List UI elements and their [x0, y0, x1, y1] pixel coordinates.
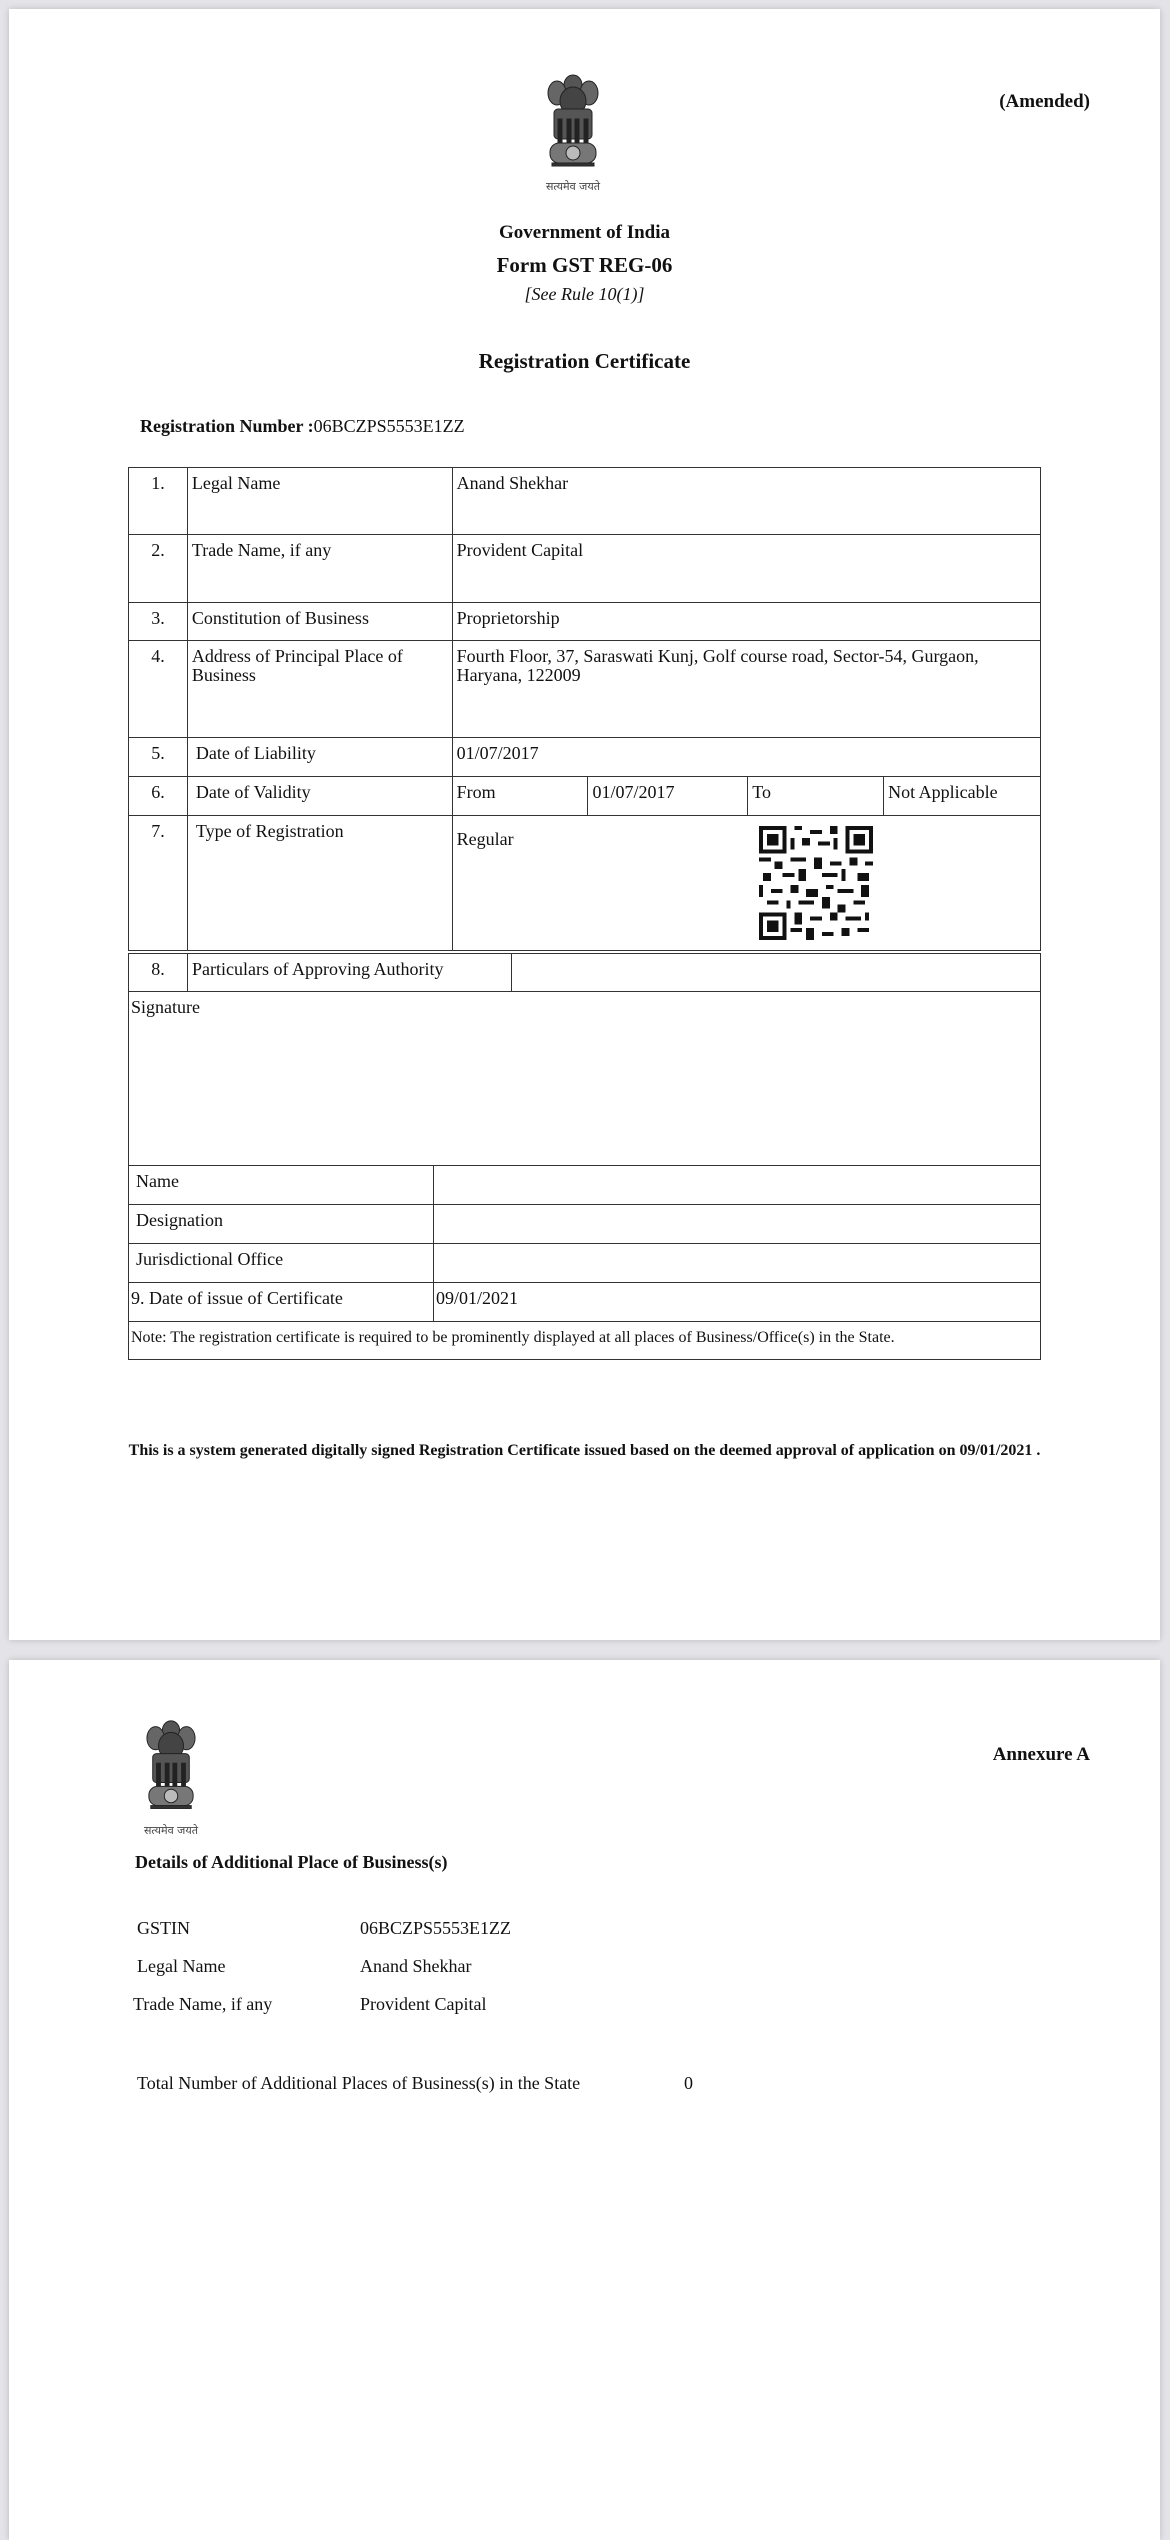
certificate-title: Registration Certificate	[478, 349, 691, 373]
emblem-motto: सत्यमेव जयते	[143, 1824, 198, 1837]
table-row	[129, 1322, 1041, 1360]
row-number: 2.	[129, 535, 188, 603]
registration-number-label: Registration Number :	[140, 416, 314, 436]
trade-name-value: Provident Capital	[360, 1994, 487, 2014]
signature-table	[128, 991, 1041, 1360]
row-number: 6.	[129, 777, 188, 816]
table-row	[129, 641, 1041, 738]
row-number: 4.	[129, 641, 188, 738]
table-row	[129, 603, 1041, 641]
total-places-label: Total Number of Additional Places of Business(s) in the State	[137, 2073, 581, 2093]
row-number: 5.	[129, 738, 188, 777]
date-of-liability-value: 01/07/2017	[452, 738, 1040, 777]
trade-name-label: Trade Name, if any	[133, 1994, 273, 2014]
authority-name-value	[434, 1166, 1041, 1205]
table-row	[129, 1205, 1041, 1244]
legal-name-value: Anand Shekhar	[452, 468, 1040, 535]
row-number: 7.	[129, 816, 188, 951]
table-row	[129, 816, 1041, 951]
row-label: Date of Validity	[187, 777, 452, 816]
registration-details-table	[128, 467, 1041, 951]
table-row	[129, 738, 1041, 777]
row-number: 3.	[129, 603, 188, 641]
annexure-page	[9, 1660, 1160, 2540]
government-heading: Government of India	[499, 222, 670, 243]
table-row	[129, 1166, 1041, 1205]
row-label: Address of Principal Place of Business	[187, 641, 452, 738]
validity-from-value: 01/07/2017	[588, 777, 748, 816]
issue-date-label: 9. Date of issue of Certificate	[129, 1283, 434, 1322]
table-row	[129, 777, 1041, 816]
rule-reference: [See Rule 10(1)]	[524, 284, 645, 304]
authority-designation-label: Designation	[129, 1205, 434, 1244]
emblem-motto: सत्यमेव जयते	[545, 180, 600, 193]
section-title: Details of Additional Place of Business(s)	[135, 1852, 448, 1872]
row-number: 1.	[129, 468, 188, 535]
registration-type-cell	[452, 816, 1040, 951]
form-name: Form GST REG-06	[496, 253, 673, 277]
approving-authority-value	[512, 954, 1041, 992]
legal-name-label: Legal Name	[137, 1956, 226, 1976]
validity-to-label: To	[748, 777, 884, 816]
authority-name-label: Name	[129, 1166, 434, 1205]
system-generated-footer: This is a system generated digitally signed Registration Certificate issued based on the deemed approval of application on 09/01/2021 .	[128, 1442, 1041, 1459]
registration-number	[140, 416, 465, 437]
table-row	[129, 1283, 1041, 1322]
validity-from-label: From	[452, 777, 588, 816]
table-row	[129, 992, 1041, 1166]
row-label: Particulars of Approving Authority	[188, 954, 512, 992]
signature-area: Signature	[129, 992, 1041, 1166]
row-number: 8.	[129, 954, 188, 992]
jurisdictional-office-label: Jurisdictional Office	[129, 1244, 434, 1283]
address-value: Fourth Floor, 37, Saraswati Kunj, Golf course road, Sector-54, Gurgaon, Haryana, 122009	[452, 641, 1040, 738]
authority-designation-value	[434, 1205, 1041, 1244]
table-row	[129, 954, 1041, 992]
table-row	[129, 468, 1041, 535]
registration-number-value: 06BCZPS5553E1ZZ	[313, 416, 465, 436]
gstin-value: 06BCZPS5553E1ZZ	[360, 1918, 512, 1938]
qr-code-icon[interactable]	[759, 826, 873, 940]
registration-type-value: Regular	[456, 829, 514, 849]
jurisdictional-office-value	[434, 1244, 1041, 1283]
trade-name-value: Provident Capital	[452, 535, 1040, 603]
total-places-value: 0	[684, 2073, 693, 2093]
approving-authority-table	[128, 953, 1041, 992]
national-emblem-icon	[542, 71, 604, 179]
validity-to-value: Not Applicable	[884, 777, 1041, 816]
certificate-page-1	[9, 9, 1160, 1640]
annexure-label: Annexure A	[992, 1744, 1090, 1765]
constitution-value: Proprietorship	[452, 603, 1040, 641]
national-emblem-icon	[140, 1717, 202, 1821]
display-note: Note: The registration certificate is required to be prominently displayed at all places of Business/Office(s) in the State.	[129, 1322, 1041, 1360]
row-label: Date of Liability	[187, 738, 452, 777]
table-row	[129, 535, 1041, 603]
issue-date-value: 09/01/2021	[434, 1283, 1041, 1322]
row-label: Trade Name, if any	[187, 535, 452, 603]
row-label: Constitution of Business	[187, 603, 452, 641]
amended-label: (Amended)	[999, 91, 1090, 112]
row-label: Legal Name	[187, 468, 452, 535]
row-label: Type of Registration	[187, 816, 452, 951]
gstin-label: GSTIN	[137, 1918, 190, 1938]
legal-name-value: Anand Shekhar	[360, 1956, 472, 1976]
table-row	[129, 1244, 1041, 1283]
